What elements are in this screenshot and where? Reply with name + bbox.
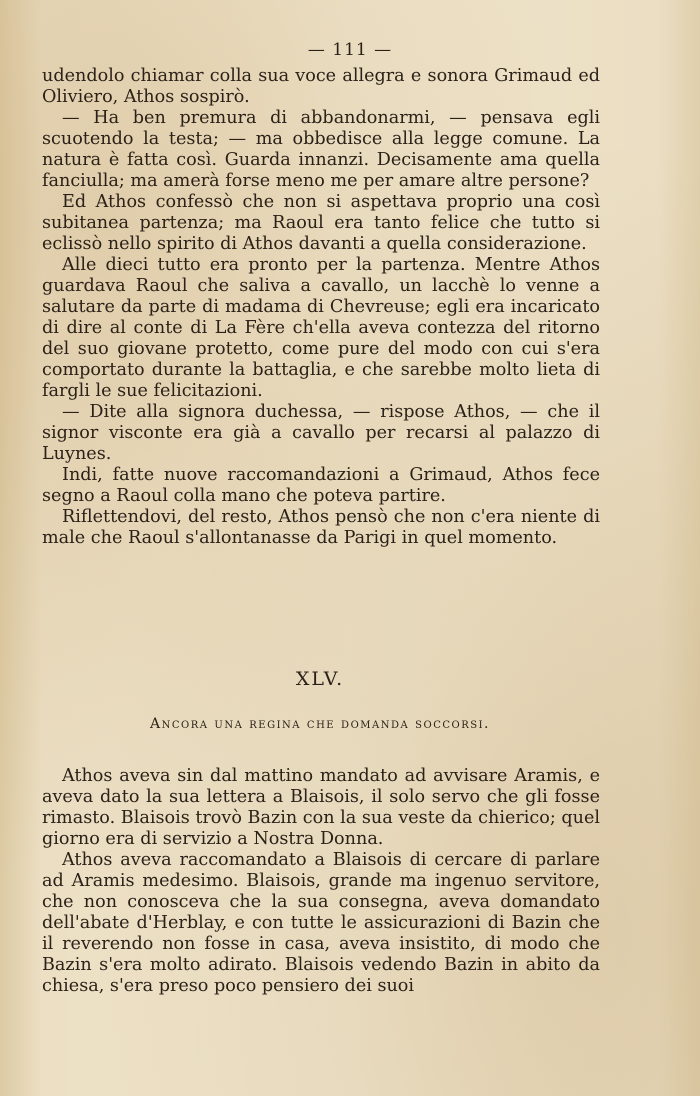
paragraph: Athos aveva raccomandato a Blaisois di cercare di parlare ad Aramis medesimo. Blaisois, grande ma ingenuo servitore, che non conosceva che la sua consegna, aveva domandato dell'abate d'Herblay, e con tutte le assicurazioni di Bazin che il reverendo non fosse in casa, aveva insistito, di modo che Bazin s'era molto adirato. Blaisois vedendo Bazin in abito da chiesa, s'era preso poco pensiero dei suoi (42, 850, 600, 996)
text-block-top (42, 66, 600, 549)
paragraph: — Ha ben premura di abbandonarmi, — pensava egli scuotendo la testa; — ma obbedisce alla legge comune. La natura è fatta così. Guarda innanzi. Decisamente ama quella fanciulla; ma amerà forse meno me per amare altre persone? (42, 108, 600, 191)
chapter-number: XLV. (295, 668, 345, 690)
page-number: — 111 — (307, 40, 393, 60)
paragraph: Alle dieci tutto era pronto per la partenza. Mentre Athos guardava Raoul che saliva a cavallo, un lacchè lo venne a salutare da parte di madama di Chevreuse; egli era incaricato di dire al conte di La Fère ch'ella aveva contezza del ritorno del suo giovane protetto, come pure del modo con cui s'era comportato durante la battaglia, e che sarebbe molto lieta di fargli le sue felicitazioni. (42, 255, 600, 401)
paragraph: — Dite alla signora duchessa, — rispose Athos, — che il signor visconte era già a cavallo per recarsi al palazzo di Luynes. (42, 402, 600, 464)
paragraph: Riflettendovi, del resto, Athos pensò che non c'era niente di male che Raoul s'allontanasse da Parigi in quel momento. (42, 507, 600, 548)
paragraph: Indi, fatte nuove raccomandazioni a Grimaud, Athos fece segno a Raoul colla mano che poteva partire. (42, 465, 600, 506)
paragraph: Athos aveva sin dal mattino mandato ad avvisare Aramis, e aveva dato la sua lettera a Blaisois, il solo servo che gli fosse rimasto. Blaisois trovò Bazin con la sua veste da chierico; quel giorno era di servizio a Nostra Donna. (42, 766, 600, 849)
paragraph: udendolo chiamar colla sua voce allegra e sonora Grimaud ed Oliviero, Athos sospirò. (42, 66, 600, 107)
paragraph: Ed Athos confessò che non si aspettava proprio una così subitanea partenza; ma Raoul era tanto felice che tutto si eclissò nello spirito di Athos davanti a quella considerazione. (42, 192, 600, 254)
chapter-title: Ancora una regina che domanda soccorsi. (149, 716, 491, 732)
text-block-bottom (42, 766, 600, 997)
